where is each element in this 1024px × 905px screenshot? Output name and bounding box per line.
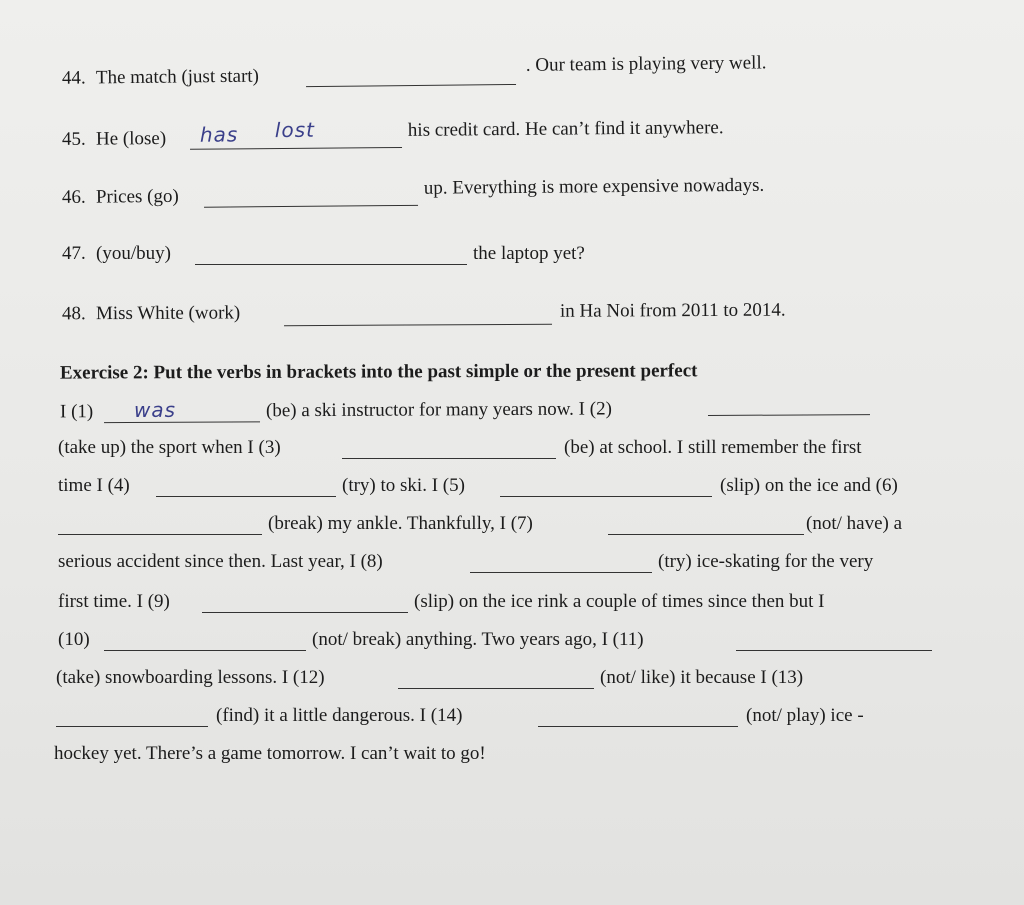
- paragraph-text: (slip) on the ice rink a couple of times since then but I: [414, 591, 825, 612]
- paragraph-text: (slip) on the ice and (6): [720, 475, 898, 496]
- paragraph-line-1: [0, 395, 1024, 440]
- answer-blank-48[interactable]: [284, 324, 552, 326]
- paragraph-line-3: [0, 474, 1024, 514]
- paragraph-text: (be) a ski instructor for many years now. I (2): [265, 398, 612, 422]
- answer-blank-7[interactable]: [608, 534, 804, 535]
- question-number: 46.: [61, 186, 86, 208]
- question-continuation: . Our team is playing very well.: [525, 52, 767, 76]
- paragraph-text: time I (4): [58, 475, 130, 496]
- question-45: [0, 117, 1024, 169]
- paragraph-text: serious accident since then. Last year, I (8): [58, 551, 383, 572]
- handwritten-answer: lost: [274, 117, 316, 143]
- answer-blank-10[interactable]: [104, 650, 306, 651]
- paragraph-text: (10): [58, 629, 90, 650]
- paragraph-text: (be) at school. I still remember the first: [564, 437, 862, 458]
- question-prompt: Miss White (work): [95, 302, 241, 325]
- paragraph-line-6: [0, 590, 1024, 630]
- question-44: [0, 52, 1024, 108]
- answer-blank-13[interactable]: [56, 726, 208, 727]
- question-continuation: in Ha Noi from 2011 to 2014.: [559, 299, 786, 322]
- answer-blank-9[interactable]: [202, 612, 408, 613]
- question-46: [0, 174, 1024, 227]
- question-prompt: The match (just start): [95, 65, 260, 89]
- answer-blank-1[interactable]: [104, 421, 260, 423]
- answer-blank-8[interactable]: [470, 572, 652, 573]
- paragraph-text: (not/ break) anything. Two years ago, I (11): [312, 629, 644, 650]
- paragraph-text: I (1): [59, 401, 94, 423]
- question-48: [0, 297, 1024, 342]
- paragraph-text: (break) my ankle. Thankfully, I (7): [268, 513, 533, 534]
- paragraph-text: (not/ have) a: [806, 513, 903, 534]
- answer-blank-46[interactable]: [204, 205, 418, 208]
- question-continuation: up. Everything is more expensive nowadays.: [423, 174, 765, 199]
- paragraph-text: (take) snowboarding lessons. I (12): [56, 667, 325, 688]
- paragraph-text: (find) it a little dangerous. I (14): [216, 705, 463, 726]
- paragraph-line-7: [0, 628, 1024, 668]
- question-continuation: the laptop yet?: [473, 243, 585, 264]
- answer-blank-47[interactable]: [195, 264, 467, 265]
- question-number: 48.: [61, 303, 86, 325]
- question-continuation: his credit card. He can’t find it anywhere.: [407, 117, 724, 141]
- question-47: [0, 242, 1024, 282]
- handwritten-answer: was: [133, 397, 177, 422]
- handwritten-answer: has: [199, 122, 239, 147]
- paragraph-line-9: [0, 704, 1024, 744]
- paragraph-line-2: [0, 436, 1024, 476]
- answer-blank-4[interactable]: [156, 496, 336, 497]
- paragraph-text: (take up) the sport when I (3): [58, 437, 281, 458]
- paragraph-text: (try) ice-skating for the very: [658, 551, 874, 572]
- paragraph-line-4: [0, 512, 1024, 552]
- question-number: 44.: [61, 67, 86, 89]
- section-heading: Exercise 2: Put the verbs in brackets into the past simple or the present perfect: [59, 360, 698, 384]
- answer-blank-12[interactable]: [398, 688, 594, 689]
- answer-blank-2[interactable]: [708, 414, 870, 416]
- paragraph-text: (not/ play) ice -: [746, 705, 864, 726]
- answer-blank-6[interactable]: [58, 534, 262, 535]
- answer-blank-14[interactable]: [538, 726, 738, 727]
- paragraph-text: hockey yet. There’s a game tomorrow. I can’t wait to go!: [54, 743, 486, 764]
- answer-blank-11[interactable]: [736, 650, 932, 651]
- answer-blank-44[interactable]: [306, 84, 516, 87]
- paragraph-text: first time. I (9): [58, 591, 170, 612]
- paragraph-line-5: [0, 550, 1024, 590]
- answer-blank-3[interactable]: [342, 458, 556, 459]
- answer-blank-5[interactable]: [500, 496, 712, 497]
- question-prompt: Prices (go): [95, 185, 179, 208]
- paragraph-text: (try) to ski. I (5): [342, 475, 465, 496]
- answer-blank-45[interactable]: [190, 147, 402, 150]
- question-number: 45.: [61, 128, 86, 150]
- question-prompt: (you/buy): [96, 243, 171, 264]
- paragraph-line-8: [0, 666, 1024, 706]
- paragraph-line-10: [0, 742, 1024, 782]
- question-number: 47.: [62, 243, 86, 264]
- question-prompt: He (lose): [95, 128, 167, 150]
- paragraph-text: (not/ like) it because I (13): [600, 667, 804, 688]
